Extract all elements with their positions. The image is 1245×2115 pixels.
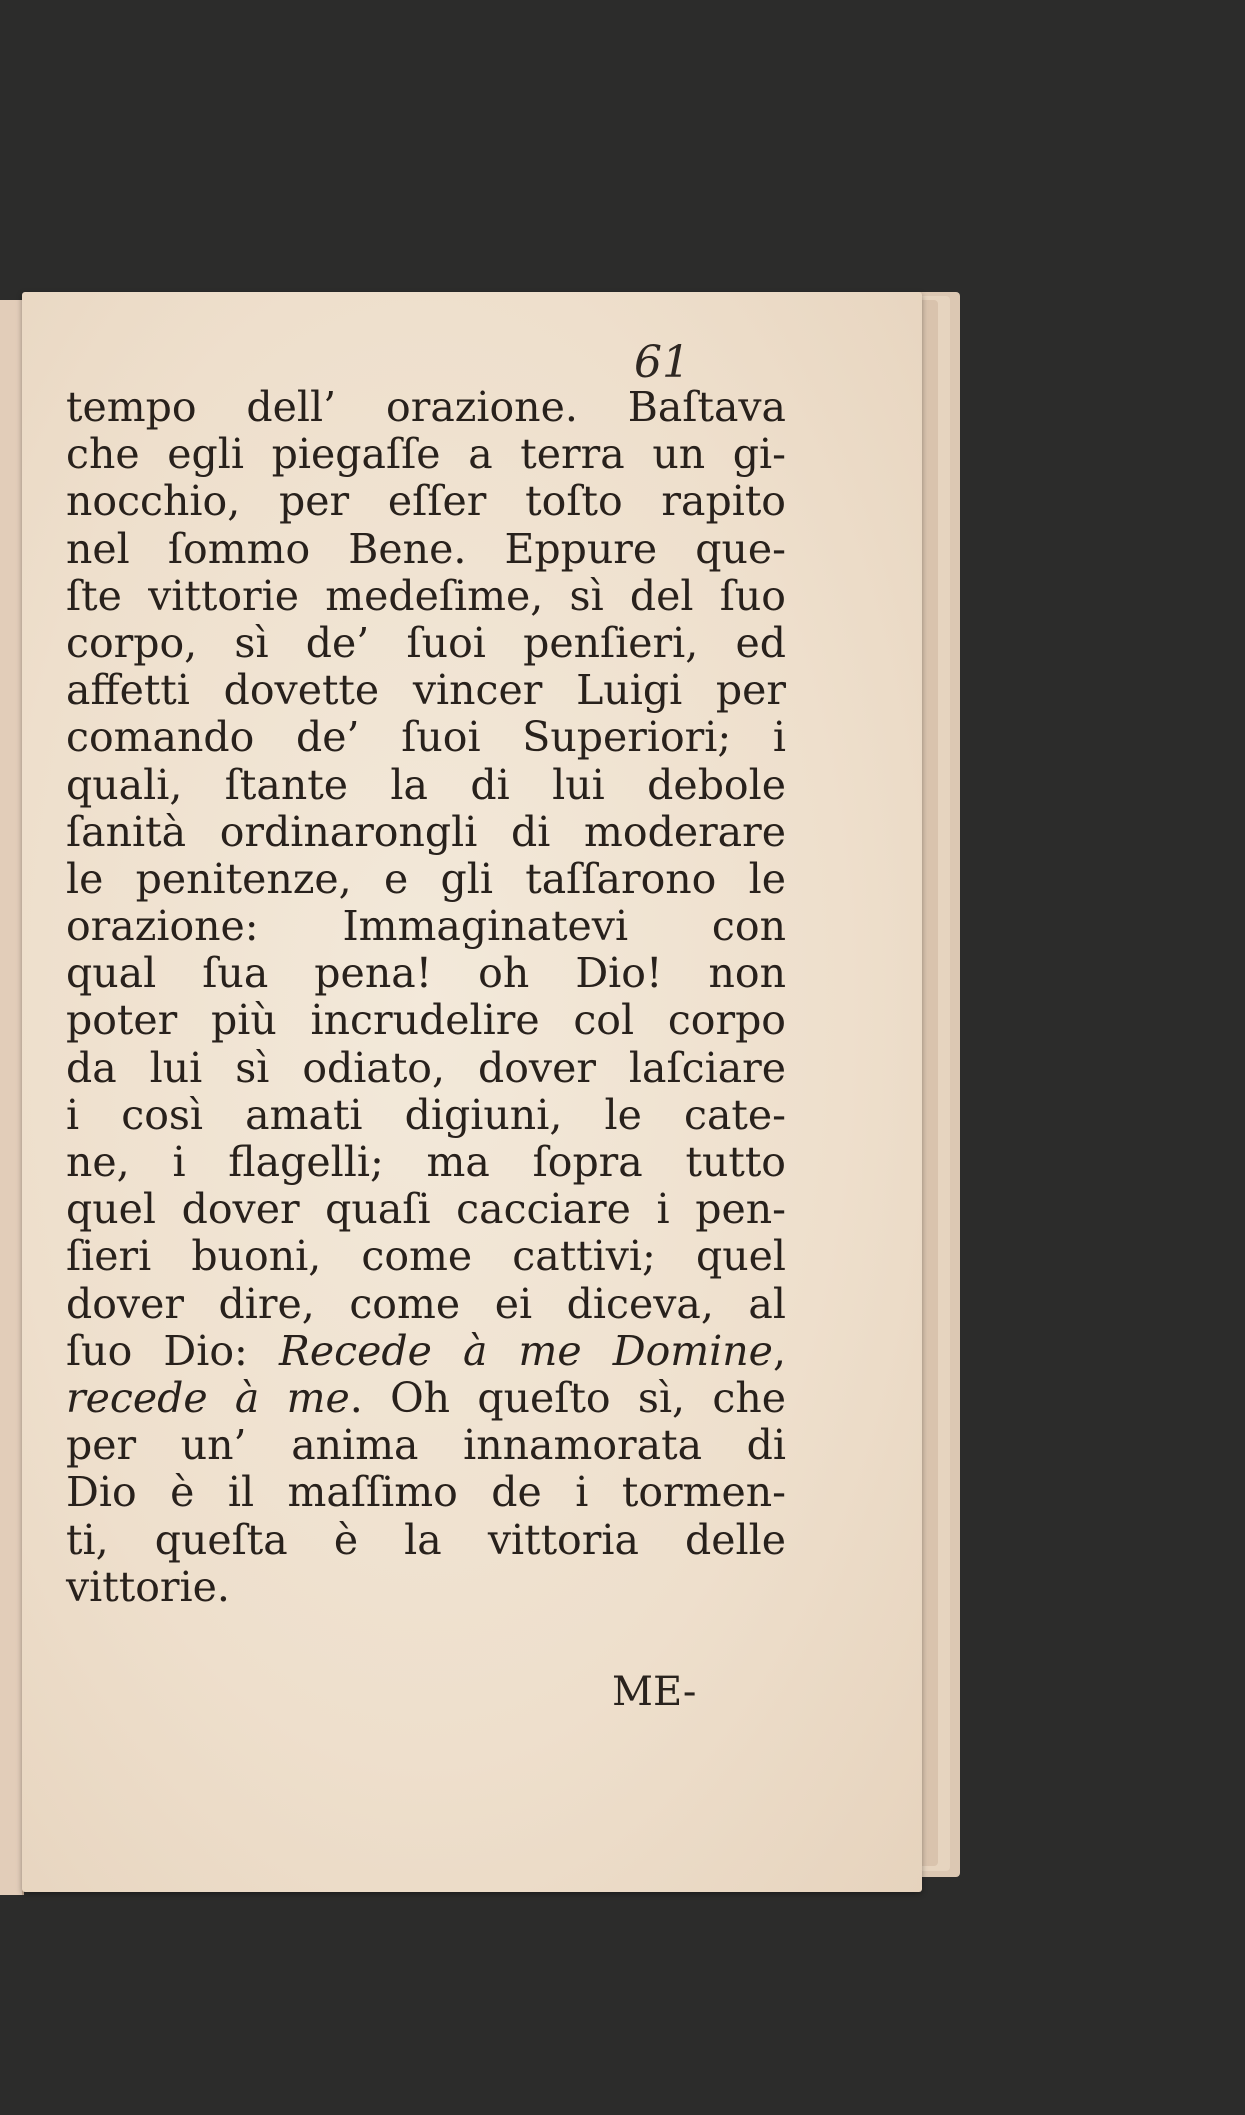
body-text bbox=[66, 384, 786, 1611]
text-line: Dio è il maſſimo de i tormen- bbox=[66, 1468, 786, 1517]
italic-latin-phrase: recede à me bbox=[66, 1373, 350, 1422]
text-line: qual ſua pena! oh Dio! non bbox=[66, 949, 786, 998]
text-line: ne, i flagelli; ma ſopra tutto bbox=[66, 1138, 786, 1186]
text-line: dover dire, come ei diceva, al bbox=[66, 1279, 786, 1328]
text-line: per un’ anima innamorata di bbox=[66, 1421, 786, 1470]
page-number: 61 bbox=[634, 337, 690, 388]
text-segment: . Oh queſto sì, che bbox=[349, 1373, 786, 1422]
facing-page-edge bbox=[0, 300, 24, 1895]
text-line: corpo, sì de’ ſuoi penſieri, ed bbox=[66, 618, 786, 667]
text-line: da lui sì odiato, dover laſciare bbox=[66, 1043, 786, 1092]
text-line-mixed bbox=[66, 1328, 786, 1375]
text-line-mixed bbox=[66, 1375, 786, 1422]
text-line: quel dover quaſi cacciare i pen- bbox=[66, 1185, 786, 1234]
text-segment: , bbox=[772, 1326, 786, 1375]
text-line: affetti dovette vincer Luigi per bbox=[66, 666, 786, 715]
text-segment: ſuo Dio: bbox=[66, 1326, 248, 1375]
text-line: le penitenze, e gli taſſarono le bbox=[66, 854, 786, 903]
text-line: tempo dell’ orazione. Baſtava bbox=[66, 383, 786, 431]
text-line: che egli piegaſſe a terra un gi- bbox=[66, 430, 786, 479]
text-line: quali, ſtante la di lui debole bbox=[66, 760, 786, 809]
text-line: orazione: Immaginatevi con bbox=[66, 902, 786, 951]
text-line: nel ſommo Bene. Eppure que- bbox=[66, 524, 786, 573]
text-line: ſieri buoni, come cattivi; quel bbox=[66, 1232, 786, 1281]
text-line: vittorie. bbox=[66, 1562, 230, 1611]
text-line: ſanità ordinarongli di moderare bbox=[66, 807, 786, 856]
text-line: ti, queſta è la vittoria delle bbox=[66, 1515, 786, 1564]
italic-latin-phrase: Recede à me Domine bbox=[278, 1326, 773, 1375]
text-line: poter più incrudelire col corpo bbox=[66, 996, 786, 1045]
text-line: comando de’ ſuoi Superiori; i bbox=[66, 713, 786, 762]
text-line: i così amati digiuni, le cate- bbox=[66, 1090, 786, 1139]
catchword: ME- bbox=[612, 1669, 697, 1715]
text-line: ſte vittorie medeſime, sì del ſuo bbox=[66, 571, 786, 620]
text-line: nocchio, per eſſer toſto rapito bbox=[66, 477, 786, 526]
book-page bbox=[22, 292, 922, 1892]
